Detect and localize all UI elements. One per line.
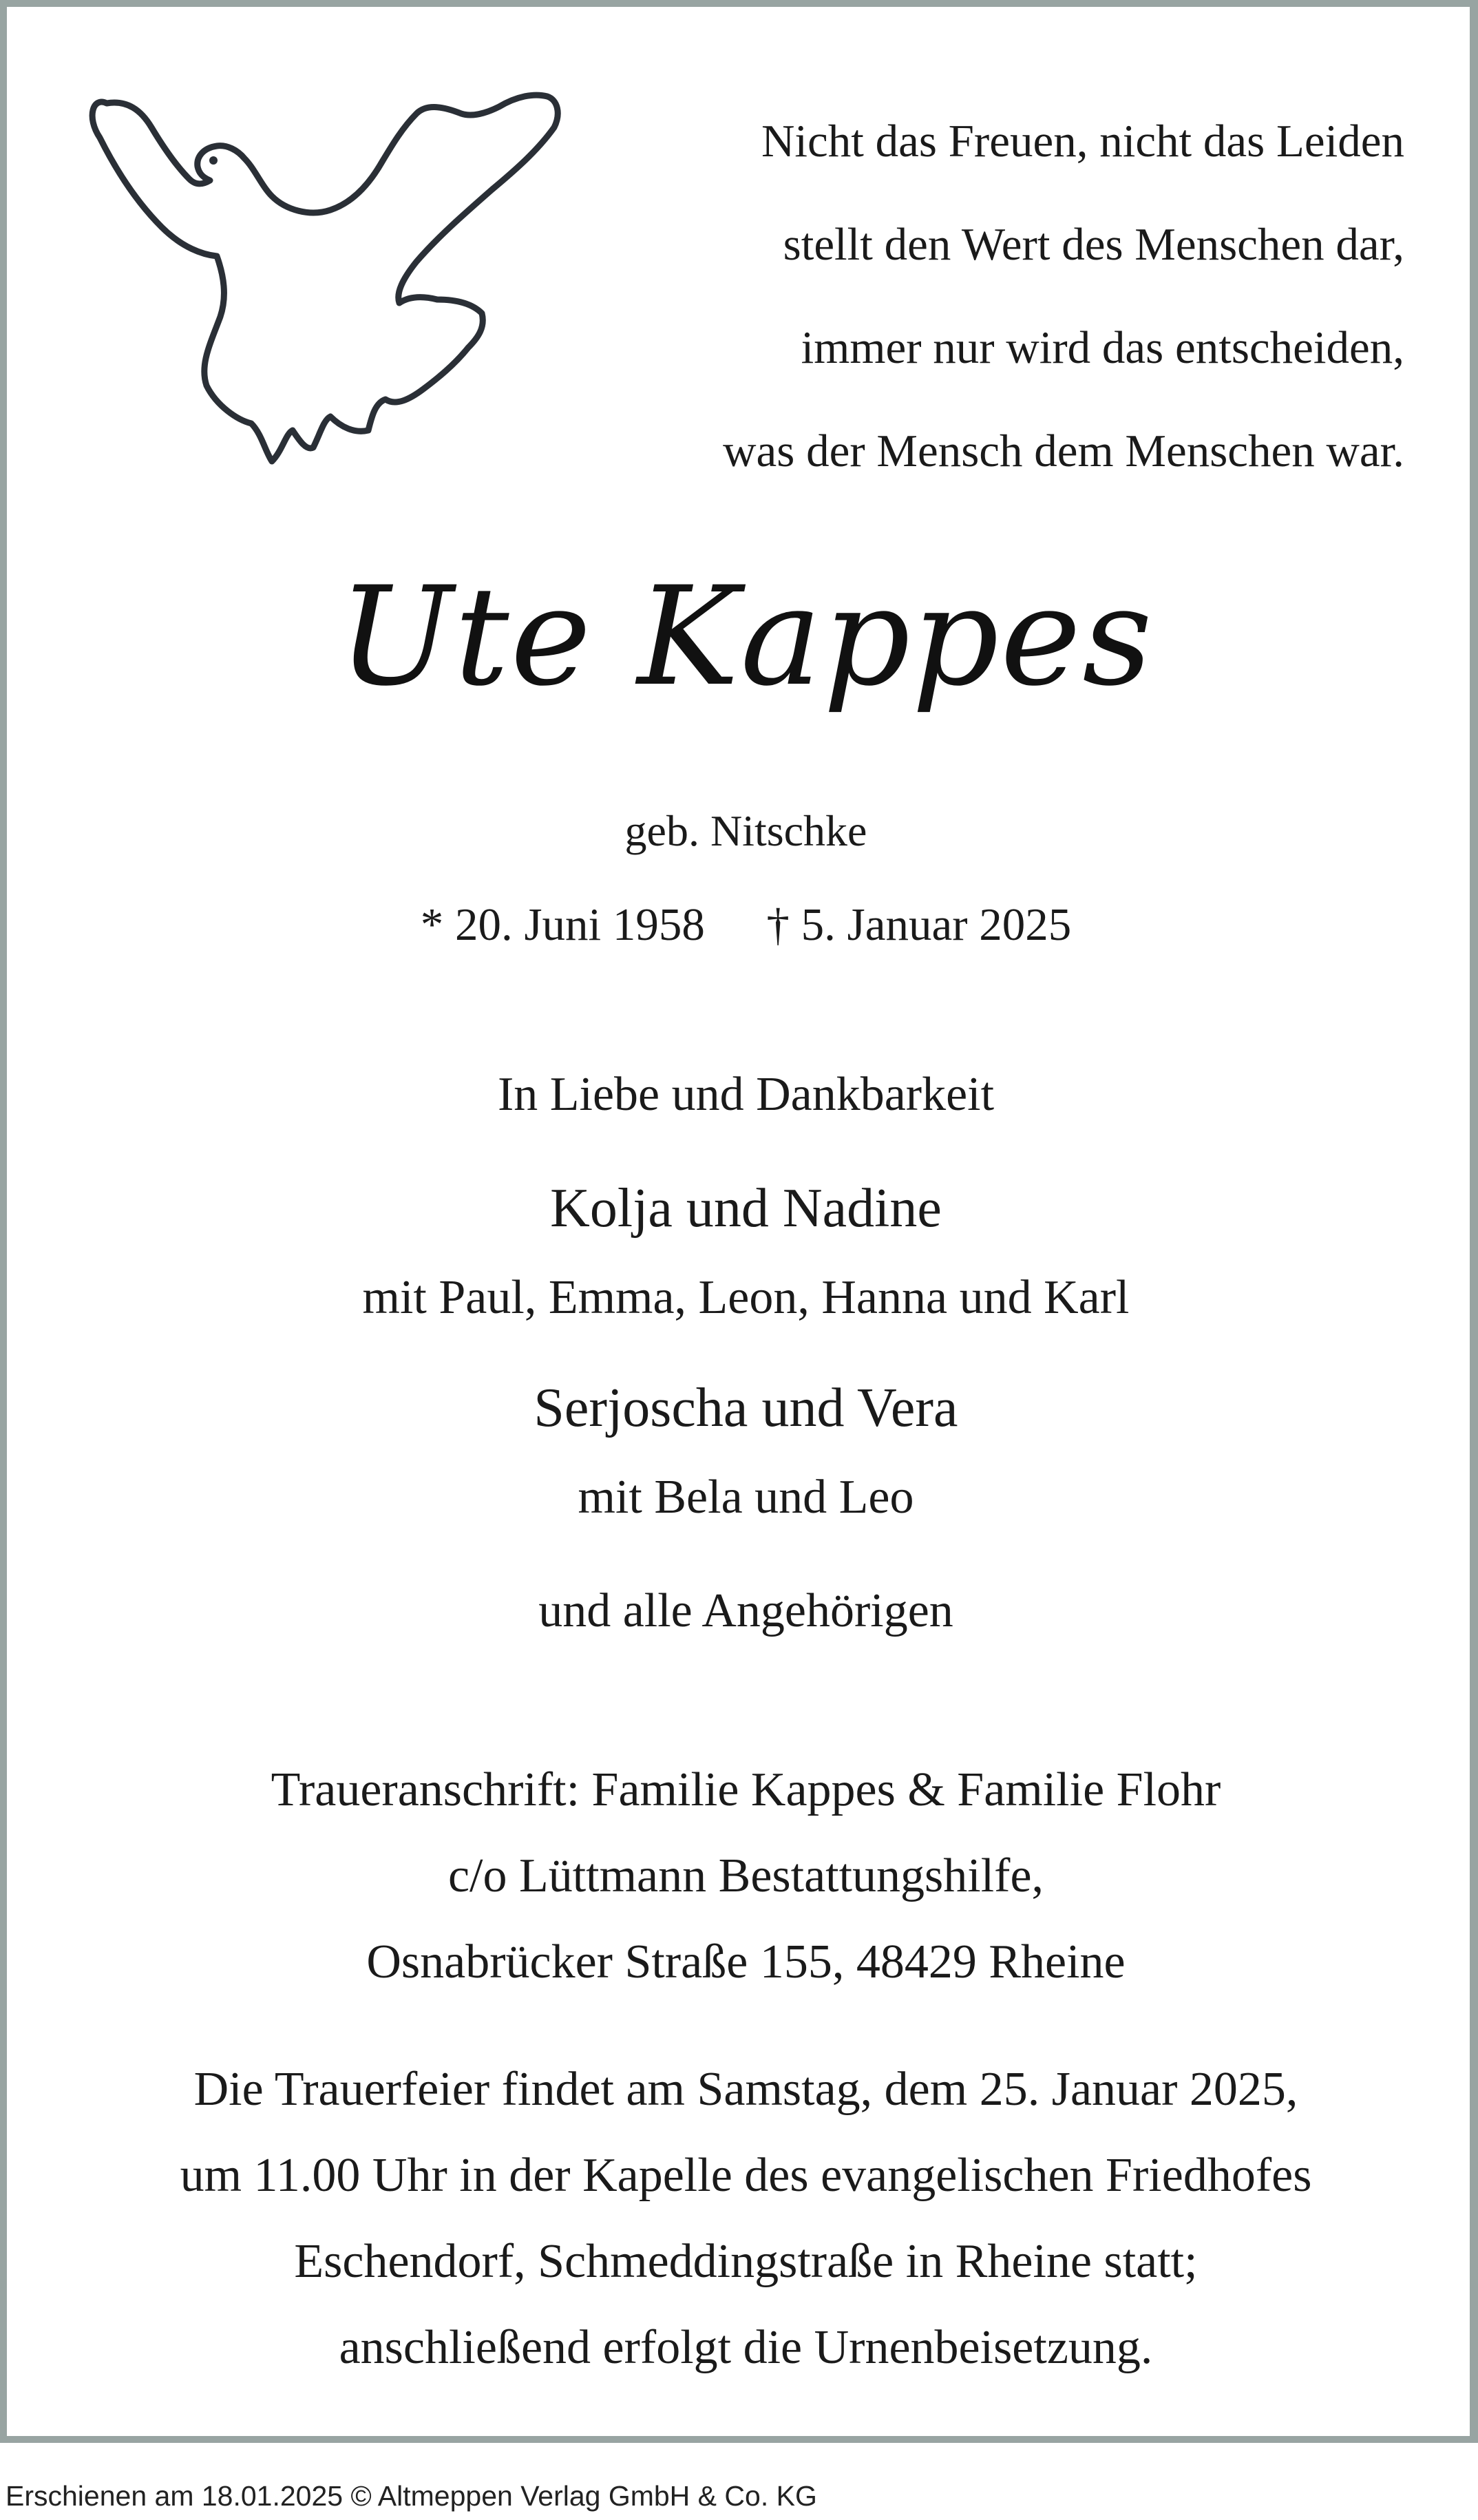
service-info-line: anschließend erfolgt die Urnenbeisetzung.	[339, 2321, 1153, 2374]
dove-icon	[79, 76, 582, 475]
mourners-intro: In Liebe und Dankbarkeit	[497, 1068, 995, 1121]
poem-line: stellt den Wert des Menschen dar,	[783, 219, 1404, 270]
mourning-address-line: Osnabrücker Straße 155, 48429 Rheine	[366, 1935, 1126, 1988]
life-dates	[7, 899, 1478, 952]
mourning-address-line: c/o Lüttmann Bestattungshilfe,	[447, 1849, 1044, 1902]
deceased-name: Ute Kappes	[338, 557, 1154, 716]
birth-name: geb. Nitschke	[624, 806, 867, 855]
service-info-line: um 11.00 Uhr in der Kapelle des evangelischen Friedhofes	[180, 2149, 1312, 2202]
family-children-1: mit Paul, Emma, Leon, Hanna und Karl	[362, 1271, 1130, 1324]
mourning-address-line: Traueranschrift: Familie Kappes & Familie Flohr	[271, 1763, 1221, 1816]
poem-line: Nicht das Freuen, nicht das Leiden	[761, 116, 1404, 167]
other-relatives: und alle Angehörigen	[538, 1584, 953, 1637]
service-info-line: Eschendorf, Schmeddingstraße in Rheine statt;	[294, 2235, 1198, 2288]
publication-footer: Erschienen am 18.01.2025 © Altmeppen Verlag GmbH & Co. KG	[6, 2480, 817, 2512]
service-info-line: Die Trauerfeier findet am Samstag, dem 25. Januar 2025,	[193, 2063, 1298, 2116]
poem-line: was der Mensch dem Menschen war.	[723, 426, 1404, 476]
death-date: † 5. Januar 2025	[766, 899, 1072, 950]
family-children-2: mit Bela und Leo	[578, 1471, 914, 1524]
poem-line: immer nur wird das entscheiden,	[801, 322, 1404, 373]
birth-date: * 20. Juni 1958	[420, 899, 705, 950]
family-name-1: Kolja und Nadine	[550, 1178, 942, 1239]
memorial-poem	[509, 90, 1404, 503]
family-name-2: Serjoscha und Vera	[534, 1378, 958, 1438]
